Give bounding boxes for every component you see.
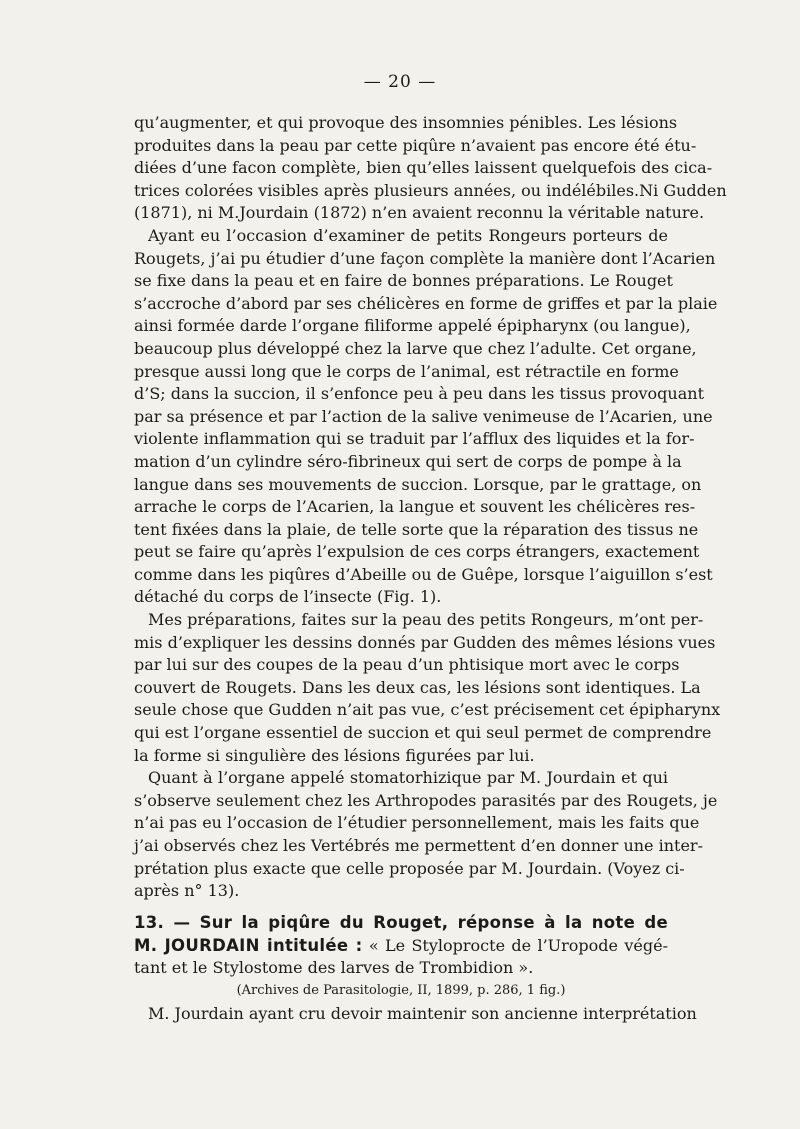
text-line: trices colorées visibles après plusieurs années, ou indélébiles.Ni Gudden [134, 180, 727, 200]
text-line: se fixe dans la peau et en faire de bonnes préparations. Le Rouget [134, 271, 673, 291]
text-line: ainsi formée darde l’organe filiforme appelé épipharynx (ou langue), [134, 316, 691, 336]
text-line: prétation plus exacte que celle proposée par M. Jourdain. (Voyez ci- [134, 858, 685, 878]
text-line: couvert de Rougets. Dans les deux cas, les lésions sont identiques. La [134, 677, 701, 697]
section-heading-author: M. JOURDAIN intitulée : [134, 935, 363, 955]
section-heading-continued [134, 935, 668, 958]
text-line: produites dans la peau par cette piqûre n’avaient pas encore été étu- [134, 135, 697, 155]
text-line: arrache le corps de l’Acarien, la langue et souvent les chélicères res- [134, 497, 696, 517]
text-line: mation d’un cylindre séro-fibrineux qui sert de corps de pompe à la [134, 451, 682, 471]
text-line: (1871), ni M.Jourdain (1872) n’en avaient reconnu la véritable nature. [134, 203, 705, 223]
text-line: s’observe seulement chez les Arthropodes parasités par des Rougets, je [134, 790, 718, 810]
text-line: violente inflammation qui se traduit par l’afflux des liquides et la for- [134, 429, 695, 449]
text-line: langue dans ses mouvements de succion. Lorsque, par le grattage, on [134, 474, 702, 494]
text-line: Ayant eu l’occasion d’examiner de petits Rongeurs porteurs de [148, 225, 668, 245]
page-number: — 20 — [363, 72, 437, 92]
text-line: qu’augmenter, et qui provoque des insomnies pénibles. Les lésions [134, 113, 678, 132]
text-line: beaucoup plus développé chez la larve que chez l’adulte. Cet organe, [134, 338, 697, 358]
text-line: n’ai pas eu l’occasion de l’étudier personnellement, mais les faits que [134, 813, 700, 833]
section-heading-subtitle: « Le Styloprocte de l’Uropode végé- [362, 935, 668, 955]
citation: (Archives de Parasitologie, II, 1899, p. 286, 1 fig.) [236, 982, 566, 998]
text-line: j’ai observés chez les Vertébrés me permettent d’en donner une inter- [134, 836, 703, 855]
text-line: par sa présence et par l’action de la salive venimeuse de l’Acarien, une [134, 406, 713, 426]
text-line: détaché du corps de l’insecte (Fig. 1). [134, 587, 442, 607]
text-line: Rougets, j’ai pu étudier d’une façon complète la manière dont l’Acarien [134, 248, 716, 268]
text-line: après n° 13). [134, 881, 240, 901]
text-line: tent fixées dans la plaie, de telle sorte que la réparation des tissus ne [134, 519, 699, 539]
text-line: peut se faire qu’après l’expulsion de ces corps étrangers, exactement [134, 542, 700, 562]
text-line: tant et le Stylostome des larves de Trombidion ». [134, 958, 534, 978]
text-line: par lui sur des coupes de la peau d’un phtisique mort avec le corps [134, 655, 680, 675]
text-line: qui est l’organe essentiel de succion et qui seul permet de comprendre [134, 723, 712, 743]
text-line: seule chose que Gudden n’ait pas vue, c’est précisement cet épipharynx [134, 700, 721, 720]
text-line: M. Jourdain ayant cru devoir maintenir son ancienne interprétation [148, 1003, 697, 1023]
section-heading [134, 911, 668, 935]
text-line: mis d’expliquer les dessins donnés par Gudden des mêmes lésions vues [134, 632, 716, 652]
text-line: la forme si singulière des lésions figurées par lui. [134, 745, 535, 765]
text-line: d’S; dans la succion, il s’enfonce peu à peu dans les tissus provoquant [134, 384, 704, 404]
text-line: s’accroche d’abord par ses chélicères en forme de griffes et par la plaie [134, 293, 718, 313]
text-line: presque aussi long que le corps de l’animal, est rétractile en forme [134, 361, 679, 381]
text-line: diées d’une facon complète, bien qu’elles laissent quelquefois des cica- [134, 158, 713, 178]
section-heading-title: 13. — Sur la piqûre du Rouget, réponse à la note de [134, 912, 668, 932]
body-text [134, 112, 727, 1025]
text-line: comme dans les piqûres d’Abeille ou de Guêpe, lorsque l’aiguillon s’est [134, 564, 713, 584]
text-line: Mes préparations, faites sur la peau des petits Rongeurs, m’ont per- [148, 610, 704, 630]
text-line: Quant à l’organe appelé stomatorhizique par M. Jourdain et qui [148, 768, 668, 788]
